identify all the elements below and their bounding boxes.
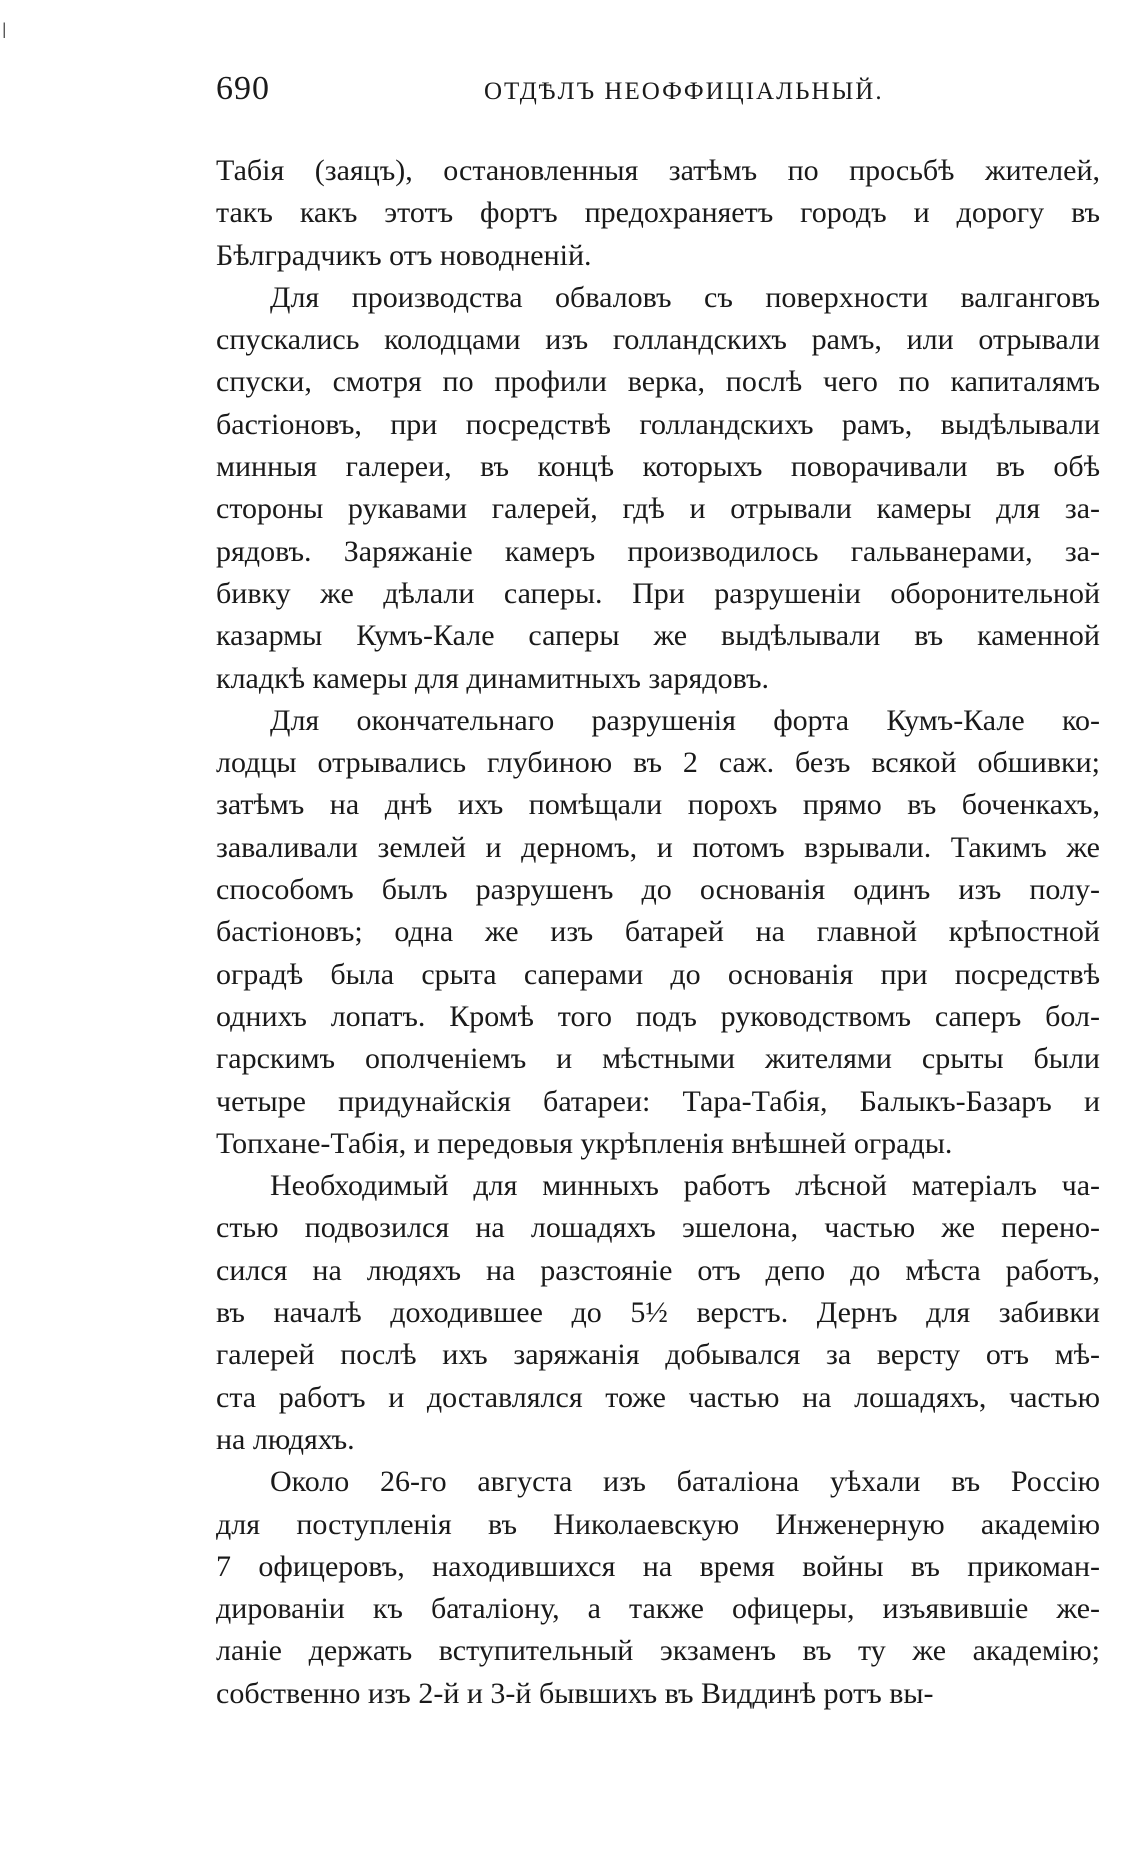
text-line: ста работъ и доставлялся тоже частью на лошадяхъ, частью bbox=[216, 1380, 1100, 1414]
text-line: сился на людяхъ на разстояніе отъ депо до мѣста работъ, bbox=[216, 1253, 1100, 1287]
text-line: Бѣлградчикъ отъ новодненій. bbox=[216, 238, 592, 272]
paragraph bbox=[216, 700, 1100, 1165]
text-line: собственно изъ 2-й и 3-й бывшихъ въ Виддинѣ ротъ вы- bbox=[216, 1676, 934, 1710]
text-line: лодцы отрывались глубиною въ 2 саж. безъ всякой обшивки; bbox=[216, 746, 1100, 780]
text-line: Для окончательнаго разрушенія форта Кумъ-Кале ко- bbox=[270, 703, 1100, 737]
text-line: оградѣ была срыта саперами до основанія при посредствѣ bbox=[216, 957, 1100, 991]
text-line: дированіи къ баталіону, а также офицеры, изъявившіе же- bbox=[216, 1592, 1100, 1626]
text-line: затѣмъ на днѣ ихъ помѣщали порохъ прямо въ боченкахъ, bbox=[216, 788, 1100, 822]
text-line: Топхане-Табія, и передовыя укрѣпленія внѣшней ограды. bbox=[216, 1126, 953, 1160]
text-line: Для производства обваловъ съ поверхности валганговъ bbox=[270, 280, 1100, 314]
text-line: такъ какъ этотъ фортъ предохраняетъ городъ и дорогу въ bbox=[216, 196, 1100, 230]
text-line: ланіе держать вступительный экзаменъ въ ту же академію; bbox=[216, 1634, 1100, 1668]
text-line: бивку же дѣлали саперы. При разрушеніи оборонительной bbox=[216, 576, 1100, 610]
text-line: заваливали землей и дерномъ, и потомъ взрывали. Такимъ же bbox=[216, 830, 1100, 864]
body-text bbox=[216, 150, 1100, 1715]
paragraph bbox=[216, 150, 1100, 277]
paragraph bbox=[216, 1461, 1100, 1715]
page-number: 690 bbox=[216, 70, 270, 107]
text-line: спускались колодцами изъ голландскихъ рамъ, или отрывали bbox=[216, 323, 1100, 357]
text-line: для поступленія въ Николаевскую Инженерную академію bbox=[216, 1507, 1100, 1541]
text-line: минныя галереи, въ концѣ которыхъ поворачивали въ обѣ bbox=[216, 450, 1100, 484]
text-line: кладкѣ камеры для динамитныхъ зарядовъ. bbox=[216, 661, 769, 695]
margin-mark: ǀ bbox=[2, 18, 7, 43]
paragraph bbox=[216, 1165, 1100, 1461]
text-line: спуски, смотря по профили верка, послѣ чего по капиталямъ bbox=[216, 365, 1100, 399]
text-line: однихъ лопатъ. Кромѣ того подъ руководствомъ саперъ бол- bbox=[216, 999, 1100, 1033]
text-line: четыре придунайскія батареи: Тара-Табія, Балыкъ-Базаръ и bbox=[216, 1084, 1100, 1118]
running-head: ОТДѢЛЪ НЕОФФИЦІАЛЬНЫЙ. bbox=[484, 78, 884, 105]
text-line: на людяхъ. bbox=[216, 1422, 355, 1456]
text-line: галерей послѣ ихъ заряжанія добывался за версту отъ мѣ- bbox=[216, 1338, 1100, 1372]
page-header bbox=[216, 70, 1100, 120]
text-line: Необходимый для минныхъ работъ лѣсной матеріалъ ча- bbox=[270, 1169, 1100, 1203]
text-line: казармы Кумъ-Кале саперы же выдѣлывали въ каменной bbox=[216, 619, 1100, 653]
text-line: Около 26-го августа изъ баталіона уѣхали въ Россію bbox=[270, 1465, 1100, 1499]
text-line: стороны рукавами галерей, гдѣ и отрывали камеры для за- bbox=[216, 492, 1100, 526]
paragraph bbox=[216, 277, 1100, 700]
text-line: стью подвозился на лошадяхъ эшелона, частью же перено- bbox=[216, 1211, 1100, 1245]
text-line: рядовъ. Заряжаніе камеръ производилось гальванерами, за- bbox=[216, 534, 1100, 568]
text-line: 7 офицеровъ, находившихся на время войны въ прикоман- bbox=[216, 1549, 1100, 1583]
text-line: бастіоновъ; одна же изъ батарей на главной крѣпостной bbox=[216, 915, 1100, 949]
text-line: въ началѣ доходившее до 5½ верстъ. Дернъ для забивки bbox=[216, 1296, 1100, 1330]
text-line: Табія (заяцъ), остановленныя затѣмъ по просьбѣ жителей, bbox=[216, 154, 1100, 187]
text-line: бастіоновъ, при посредствѣ голландскихъ рамъ, выдѣлывали bbox=[216, 407, 1100, 441]
text-line: способомъ былъ разрушенъ до основанія одинъ изъ полу- bbox=[216, 873, 1100, 907]
text-line: гарскимъ ополченіемъ и мѣстными жителями срыты были bbox=[216, 1042, 1100, 1076]
